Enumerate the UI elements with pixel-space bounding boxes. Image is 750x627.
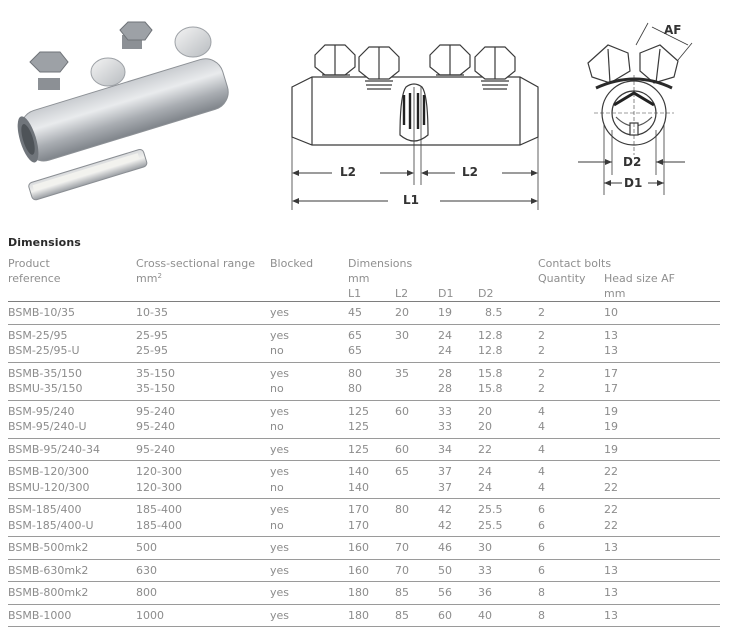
cell-head-size: 13 — [604, 328, 618, 342]
row-divider — [8, 498, 720, 499]
cell-d1: 37 — [438, 465, 452, 478]
cell-blocked: yes — [270, 366, 290, 380]
cell-product-ref: BSMB-10/35 — [8, 306, 76, 319]
cell-cross-section: 800 — [136, 586, 157, 599]
cell-product-ref: BSM-25/95 — [8, 328, 68, 342]
cell-cross-section: 185-400 — [136, 503, 182, 516]
cell-l2: 30 — [395, 328, 409, 342]
cell-quantity: 2 — [538, 366, 545, 380]
cell-d1: 42 — [438, 518, 452, 532]
cell-quantity: 8 — [538, 608, 545, 622]
cell-d2: 8.5 — [485, 306, 503, 319]
cell-cross-section: 25-95 — [136, 328, 168, 342]
cell-l1: 160 — [348, 563, 369, 577]
table-row — [0, 419, 750, 434]
header-cross-section-line1: Cross-sectional range — [136, 257, 256, 270]
cell-head-size: 22 — [604, 518, 618, 532]
header-l1: L1 — [348, 287, 362, 300]
cell-product-ref: BSMB-630mk2 — [8, 563, 89, 577]
cell-product-ref: BSMU-35/150 — [8, 382, 83, 395]
header-blocked: Blocked — [270, 257, 314, 270]
cell-l1: 45 — [348, 306, 362, 319]
cell-l2: 70 — [395, 541, 409, 554]
cell-head-size: 10 — [604, 306, 618, 319]
header-dimensions — [348, 256, 412, 286]
cell-blocked: yes — [270, 563, 290, 577]
cell-product-ref: BSMB-120/300 — [8, 465, 90, 478]
cell-d1: 28 — [438, 382, 452, 395]
cell-l1: 170 — [348, 518, 369, 532]
header-l2: L2 — [395, 287, 409, 300]
cell-d2: 40 — [478, 608, 492, 622]
cell-d1: 50 — [438, 563, 452, 577]
table-row — [0, 502, 750, 517]
header-contact-bolts: Contact bolts — [538, 257, 612, 270]
cell-product-ref: BSMU-120/300 — [8, 480, 90, 494]
cell-quantity: 2 — [538, 382, 545, 395]
cell-quantity: 6 — [538, 518, 545, 532]
cell-blocked: yes — [270, 404, 290, 418]
cell-blocked: no — [270, 344, 284, 357]
cell-d2: 25.5 — [478, 518, 503, 532]
cell-cross-section: 95-240 — [136, 404, 175, 418]
cell-head-size: 17 — [604, 366, 618, 380]
cell-head-size: 22 — [604, 480, 618, 494]
cell-d1: 60 — [438, 608, 452, 622]
cell-head-size: 17 — [604, 382, 618, 395]
cell-cross-section: 120-300 — [136, 480, 182, 494]
cell-d2: 15.8 — [478, 382, 503, 395]
cell-d1: 24 — [438, 328, 452, 342]
header-d2: D2 — [478, 287, 494, 300]
cell-d1: 19 — [438, 306, 452, 319]
cell-blocked: no — [270, 480, 284, 494]
cell-l1: 180 — [348, 586, 369, 599]
cell-blocked: yes — [270, 586, 290, 599]
cell-cross-section: 1000 — [136, 608, 164, 622]
table-row — [0, 305, 750, 320]
cell-head-size: 19 — [604, 404, 618, 418]
cell-blocked: no — [270, 382, 284, 395]
cell-head-size: 13 — [604, 586, 618, 599]
cell-product-ref: BSMB-500mk2 — [8, 541, 89, 554]
cell-l1: 125 — [348, 404, 369, 418]
cell-quantity: 2 — [538, 328, 545, 342]
table-row — [0, 585, 750, 600]
cell-d1: 33 — [438, 420, 452, 433]
cell-product-ref: BSM-95/240-U — [8, 420, 87, 433]
cell-cross-section: 185-400 — [136, 518, 182, 532]
cell-d1: 24 — [438, 344, 452, 357]
cell-quantity: 4 — [538, 420, 545, 433]
cell-product-ref: BSMB-35/150 — [8, 366, 83, 380]
cell-l2: 85 — [395, 608, 409, 622]
cell-d2: 30 — [478, 541, 492, 554]
cell-d1: 28 — [438, 366, 452, 380]
cell-l1: 125 — [348, 442, 369, 456]
cell-cross-section: 10-35 — [136, 306, 168, 319]
cell-d1: 37 — [438, 480, 452, 494]
table-row — [0, 381, 750, 396]
cell-product-ref: BSMB-1000 — [8, 608, 72, 622]
cell-l1: 80 — [348, 382, 362, 395]
cell-product-ref: BSMB-95/240-34 — [8, 442, 101, 456]
cell-blocked: no — [270, 420, 284, 433]
cell-product-ref: BSM-95/240 — [8, 404, 75, 418]
cell-d2: 22 — [478, 442, 492, 456]
table-row — [0, 366, 750, 381]
table-row — [0, 464, 750, 479]
cell-quantity: 6 — [538, 541, 545, 554]
cell-d1: 56 — [438, 586, 452, 599]
cell-d1: 42 — [438, 503, 452, 516]
cell-cross-section: 25-95 — [136, 344, 168, 357]
table-row — [0, 608, 750, 623]
cell-l1: 180 — [348, 608, 369, 622]
cell-l1: 65 — [348, 344, 362, 357]
cell-l1: 125 — [348, 420, 369, 433]
header-cross-section — [136, 256, 255, 286]
cell-blocked: yes — [270, 306, 290, 319]
cell-l2: 20 — [395, 306, 409, 319]
cell-l2: 60 — [395, 442, 409, 456]
table-row — [0, 343, 750, 358]
header-product-line2: reference — [8, 272, 61, 285]
cell-cross-section: 95-240 — [136, 420, 175, 433]
cell-d1: 34 — [438, 442, 452, 456]
cell-d1: 46 — [438, 541, 452, 554]
cell-d1: 33 — [438, 404, 452, 418]
cell-l2: 70 — [395, 563, 409, 577]
table-row — [0, 480, 750, 495]
cell-l2: 85 — [395, 586, 409, 599]
table-row — [0, 518, 750, 533]
cell-d2: 24 — [478, 480, 492, 494]
row-divider — [8, 536, 720, 537]
table-row — [0, 540, 750, 555]
cell-head-size: 22 — [604, 503, 618, 516]
cell-blocked: yes — [270, 608, 290, 622]
header-cross-section-unit — [136, 271, 255, 286]
cell-d2: 12.8 — [478, 344, 503, 357]
cell-d2: 25.5 — [478, 503, 503, 516]
dimension-label-d2: D2 — [623, 155, 642, 169]
dimension-label-af: AF — [664, 23, 682, 37]
product-photo — [0, 0, 250, 225]
header-quantity: Quantity — [538, 272, 586, 285]
cell-l1: 140 — [348, 465, 369, 478]
row-divider — [8, 324, 720, 325]
cell-blocked: yes — [270, 465, 290, 478]
cell-quantity: 4 — [538, 480, 545, 494]
cell-product-ref: BSM-25/95-U — [8, 344, 80, 357]
cell-blocked: yes — [270, 328, 290, 342]
cell-l1: 65 — [348, 328, 362, 342]
cell-d2: 36 — [478, 586, 492, 599]
cell-cross-section: 120-300 — [136, 465, 182, 478]
cell-quantity: 6 — [538, 563, 545, 577]
header-divider — [8, 301, 720, 302]
cell-l2: 80 — [395, 503, 409, 516]
table-row — [0, 404, 750, 419]
cell-cross-section: 500 — [136, 541, 157, 554]
cell-cross-section: 95-240 — [136, 442, 175, 456]
cell-l2: 65 — [395, 465, 409, 478]
header-head-size-unit: mm — [604, 287, 626, 300]
header-d1: D1 — [438, 287, 454, 300]
section-title: Dimensions — [8, 236, 81, 249]
header-head-size-line1: Head size AF — [604, 272, 675, 285]
cell-head-size: 19 — [604, 442, 618, 456]
cell-quantity: 4 — [538, 465, 545, 478]
cell-head-size: 13 — [604, 541, 618, 554]
cell-l1: 160 — [348, 541, 369, 554]
dimension-label-d1: D1 — [624, 176, 643, 190]
cell-d2: 24 — [478, 465, 492, 478]
cell-head-size: 13 — [604, 344, 618, 357]
cell-l2: 60 — [395, 404, 409, 418]
row-divider — [8, 604, 720, 605]
dimension-label-l2-left: L2 — [340, 165, 356, 179]
row-divider — [8, 559, 720, 560]
row-divider — [8, 581, 720, 582]
header-product — [8, 256, 61, 286]
cell-blocked: yes — [270, 442, 290, 456]
cell-l1: 80 — [348, 366, 362, 380]
cell-product-ref: BSM-185/400-U — [8, 518, 94, 532]
table-row — [0, 328, 750, 343]
cell-quantity: 4 — [538, 442, 545, 456]
dimension-label-l2-right: L2 — [462, 165, 478, 179]
cell-cross-section: 630 — [136, 563, 157, 577]
cell-d2: 15.8 — [478, 366, 503, 380]
row-divider — [8, 438, 720, 439]
cell-l1: 140 — [348, 480, 369, 494]
cell-l2: 35 — [395, 366, 409, 380]
cell-l1: 170 — [348, 503, 369, 516]
header-dimensions-unit: mm — [348, 272, 370, 285]
cell-head-size: 19 — [604, 420, 618, 433]
cell-cross-section: 35-150 — [136, 366, 175, 380]
cell-head-size: 13 — [604, 608, 618, 622]
unit-superscript: 2 — [157, 272, 162, 280]
row-divider — [8, 400, 720, 401]
cell-cross-section: 35-150 — [136, 382, 175, 395]
cell-head-size: 13 — [604, 563, 618, 577]
table-row — [0, 563, 750, 578]
cell-quantity: 8 — [538, 586, 545, 599]
unit-mm: mm — [136, 272, 158, 285]
header-product-line1: Product — [8, 257, 50, 270]
cell-product-ref: BSM-185/400 — [8, 503, 82, 516]
row-divider — [8, 362, 720, 363]
cell-blocked: no — [270, 518, 284, 532]
cell-blocked: yes — [270, 503, 290, 516]
cell-d2: 20 — [478, 404, 492, 418]
front-view-drawing — [270, 5, 560, 220]
cell-blocked: yes — [270, 541, 290, 554]
cell-quantity: 4 — [538, 404, 545, 418]
table-row — [0, 442, 750, 457]
row-divider — [8, 460, 720, 461]
cell-d2: 20 — [478, 420, 492, 433]
cell-d2: 33 — [478, 563, 492, 577]
cell-quantity: 2 — [538, 344, 545, 357]
dimension-label-l1: L1 — [403, 193, 419, 207]
cell-d2: 12.8 — [478, 328, 503, 342]
cell-head-size: 22 — [604, 465, 618, 478]
header-head-size — [604, 271, 675, 301]
cell-quantity: 2 — [538, 306, 545, 319]
cell-quantity: 6 — [538, 503, 545, 516]
cell-product-ref: BSMB-800mk2 — [8, 586, 89, 599]
header-dimensions-line1: Dimensions — [348, 257, 413, 270]
side-view-drawing — [560, 5, 720, 205]
